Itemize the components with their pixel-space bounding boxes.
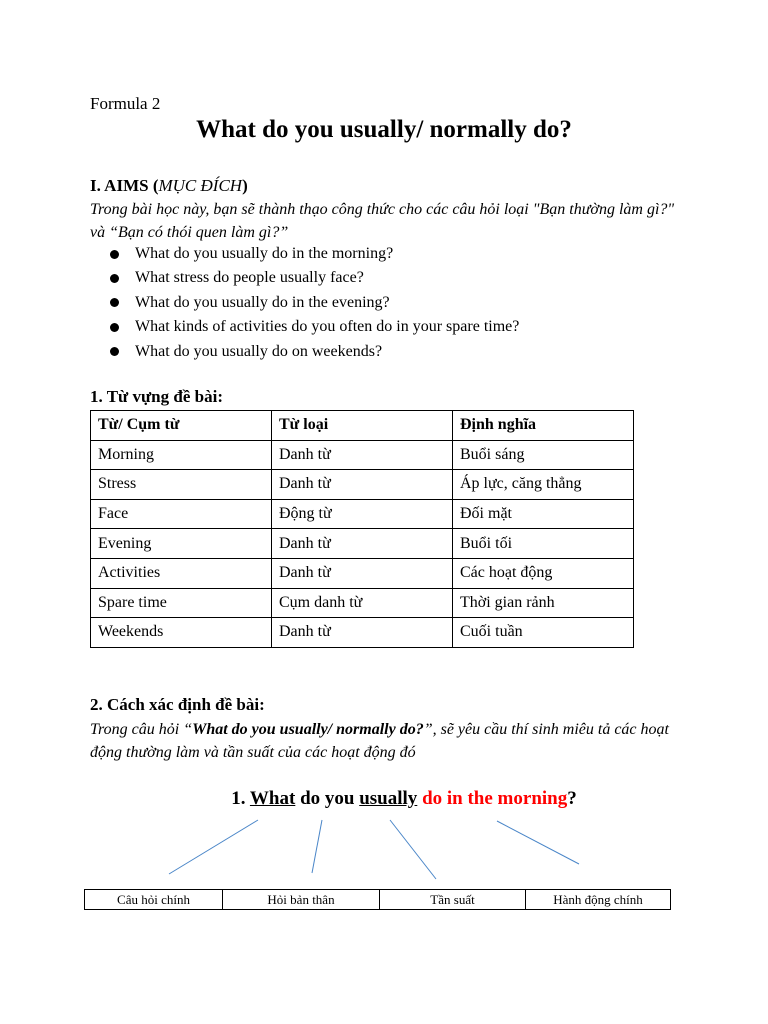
list-item-text: What stress do people usually face? <box>135 269 364 287</box>
question-mark: ? <box>567 788 577 809</box>
question-usually: usually <box>359 788 418 809</box>
question-number: 1. <box>231 788 246 809</box>
determine-text-prefix: Trong câu hỏi “ <box>90 721 193 738</box>
connector-line <box>312 820 322 873</box>
table-cell: Động từ <box>272 499 453 529</box>
list-item-text: What do you usually do in the morning? <box>135 245 394 262</box>
label-main-action: Hành động chính <box>526 890 671 910</box>
table-cell: Cuối tuần <box>453 618 634 648</box>
table-cell: Các hoạt động <box>453 558 634 588</box>
question-what: What <box>249 788 296 809</box>
table-cell: Buổi tối <box>453 529 634 559</box>
table-cell: Danh từ <box>272 440 453 470</box>
table-cell: Spare time <box>91 588 272 618</box>
table-cell: Áp lực, căng thẳng <box>453 470 634 500</box>
table-cell: Danh từ <box>272 618 453 648</box>
page-title: What do you usually/ normally do? <box>196 116 572 143</box>
label-frequency: Tần suất <box>380 890 526 910</box>
table-cell: Evening <box>91 529 272 559</box>
aims-intro: Trong bài học này, bạn sẽ thành thạo công thức cho các câu hỏi loại "Bạn thường làm gì?" và “Bạn có thói quen làm gì?” <box>90 201 675 241</box>
connector-line <box>169 820 258 874</box>
table-cell: Face <box>91 499 272 529</box>
question-action: do in the morning <box>422 788 568 809</box>
table-cell: Danh từ <box>272 470 453 500</box>
list-item-text: What kinds of activities do you often do in your spare time? <box>135 318 520 336</box>
table-cell: Weekends <box>91 618 272 648</box>
table-cell: Thời gian rảnh <box>453 588 634 618</box>
aims-heading-prefix: I. AIMS ( <box>90 176 159 195</box>
connector-line <box>390 820 436 879</box>
list-item-text: What do you usually do on weekends? <box>135 342 383 360</box>
column-header: Định nghĩa <box>453 411 634 441</box>
vocab-heading: 1. Từ vựng đề bài: <box>90 387 223 406</box>
aims-heading-suffix: ) <box>242 176 248 195</box>
connector-line <box>497 821 579 864</box>
table-cell: Danh từ <box>272 529 453 559</box>
table-cell: Activities <box>91 558 272 588</box>
table-cell: Buổi sáng <box>453 440 634 470</box>
determine-text-bold: What do you usually/ normally do? <box>192 721 424 738</box>
table-cell: Morning <box>91 440 272 470</box>
column-header: Từ loại <box>272 411 453 441</box>
label-main-question: Câu hỏi chính <box>85 890 223 910</box>
table-cell: Đối mặt <box>453 499 634 529</box>
label-ask-self: Hỏi bản thân <box>223 890 380 910</box>
question-parts-table <box>84 889 671 910</box>
table-row <box>85 890 671 910</box>
table-cell: Stress <box>91 470 272 500</box>
column-header: Từ/ Cụm từ <box>91 411 272 441</box>
question-do-you: do you <box>300 788 355 809</box>
aims-heading-italic: MỤC ĐÍCH <box>158 176 243 195</box>
list-item-text: What do you usually do in the evening? <box>135 293 390 311</box>
table-cell: Cụm danh từ <box>272 588 453 618</box>
determine-text-suffix: ”, sẽ yêu cầu thí sinh miêu tả các hoạt động thường làm và tần suất của các hoạt động đó <box>90 721 669 761</box>
table-cell: Danh từ <box>272 558 453 588</box>
determine-heading: 2. Cách xác định đề bài: <box>90 695 265 714</box>
formula-label: Formula 2 <box>90 94 161 113</box>
